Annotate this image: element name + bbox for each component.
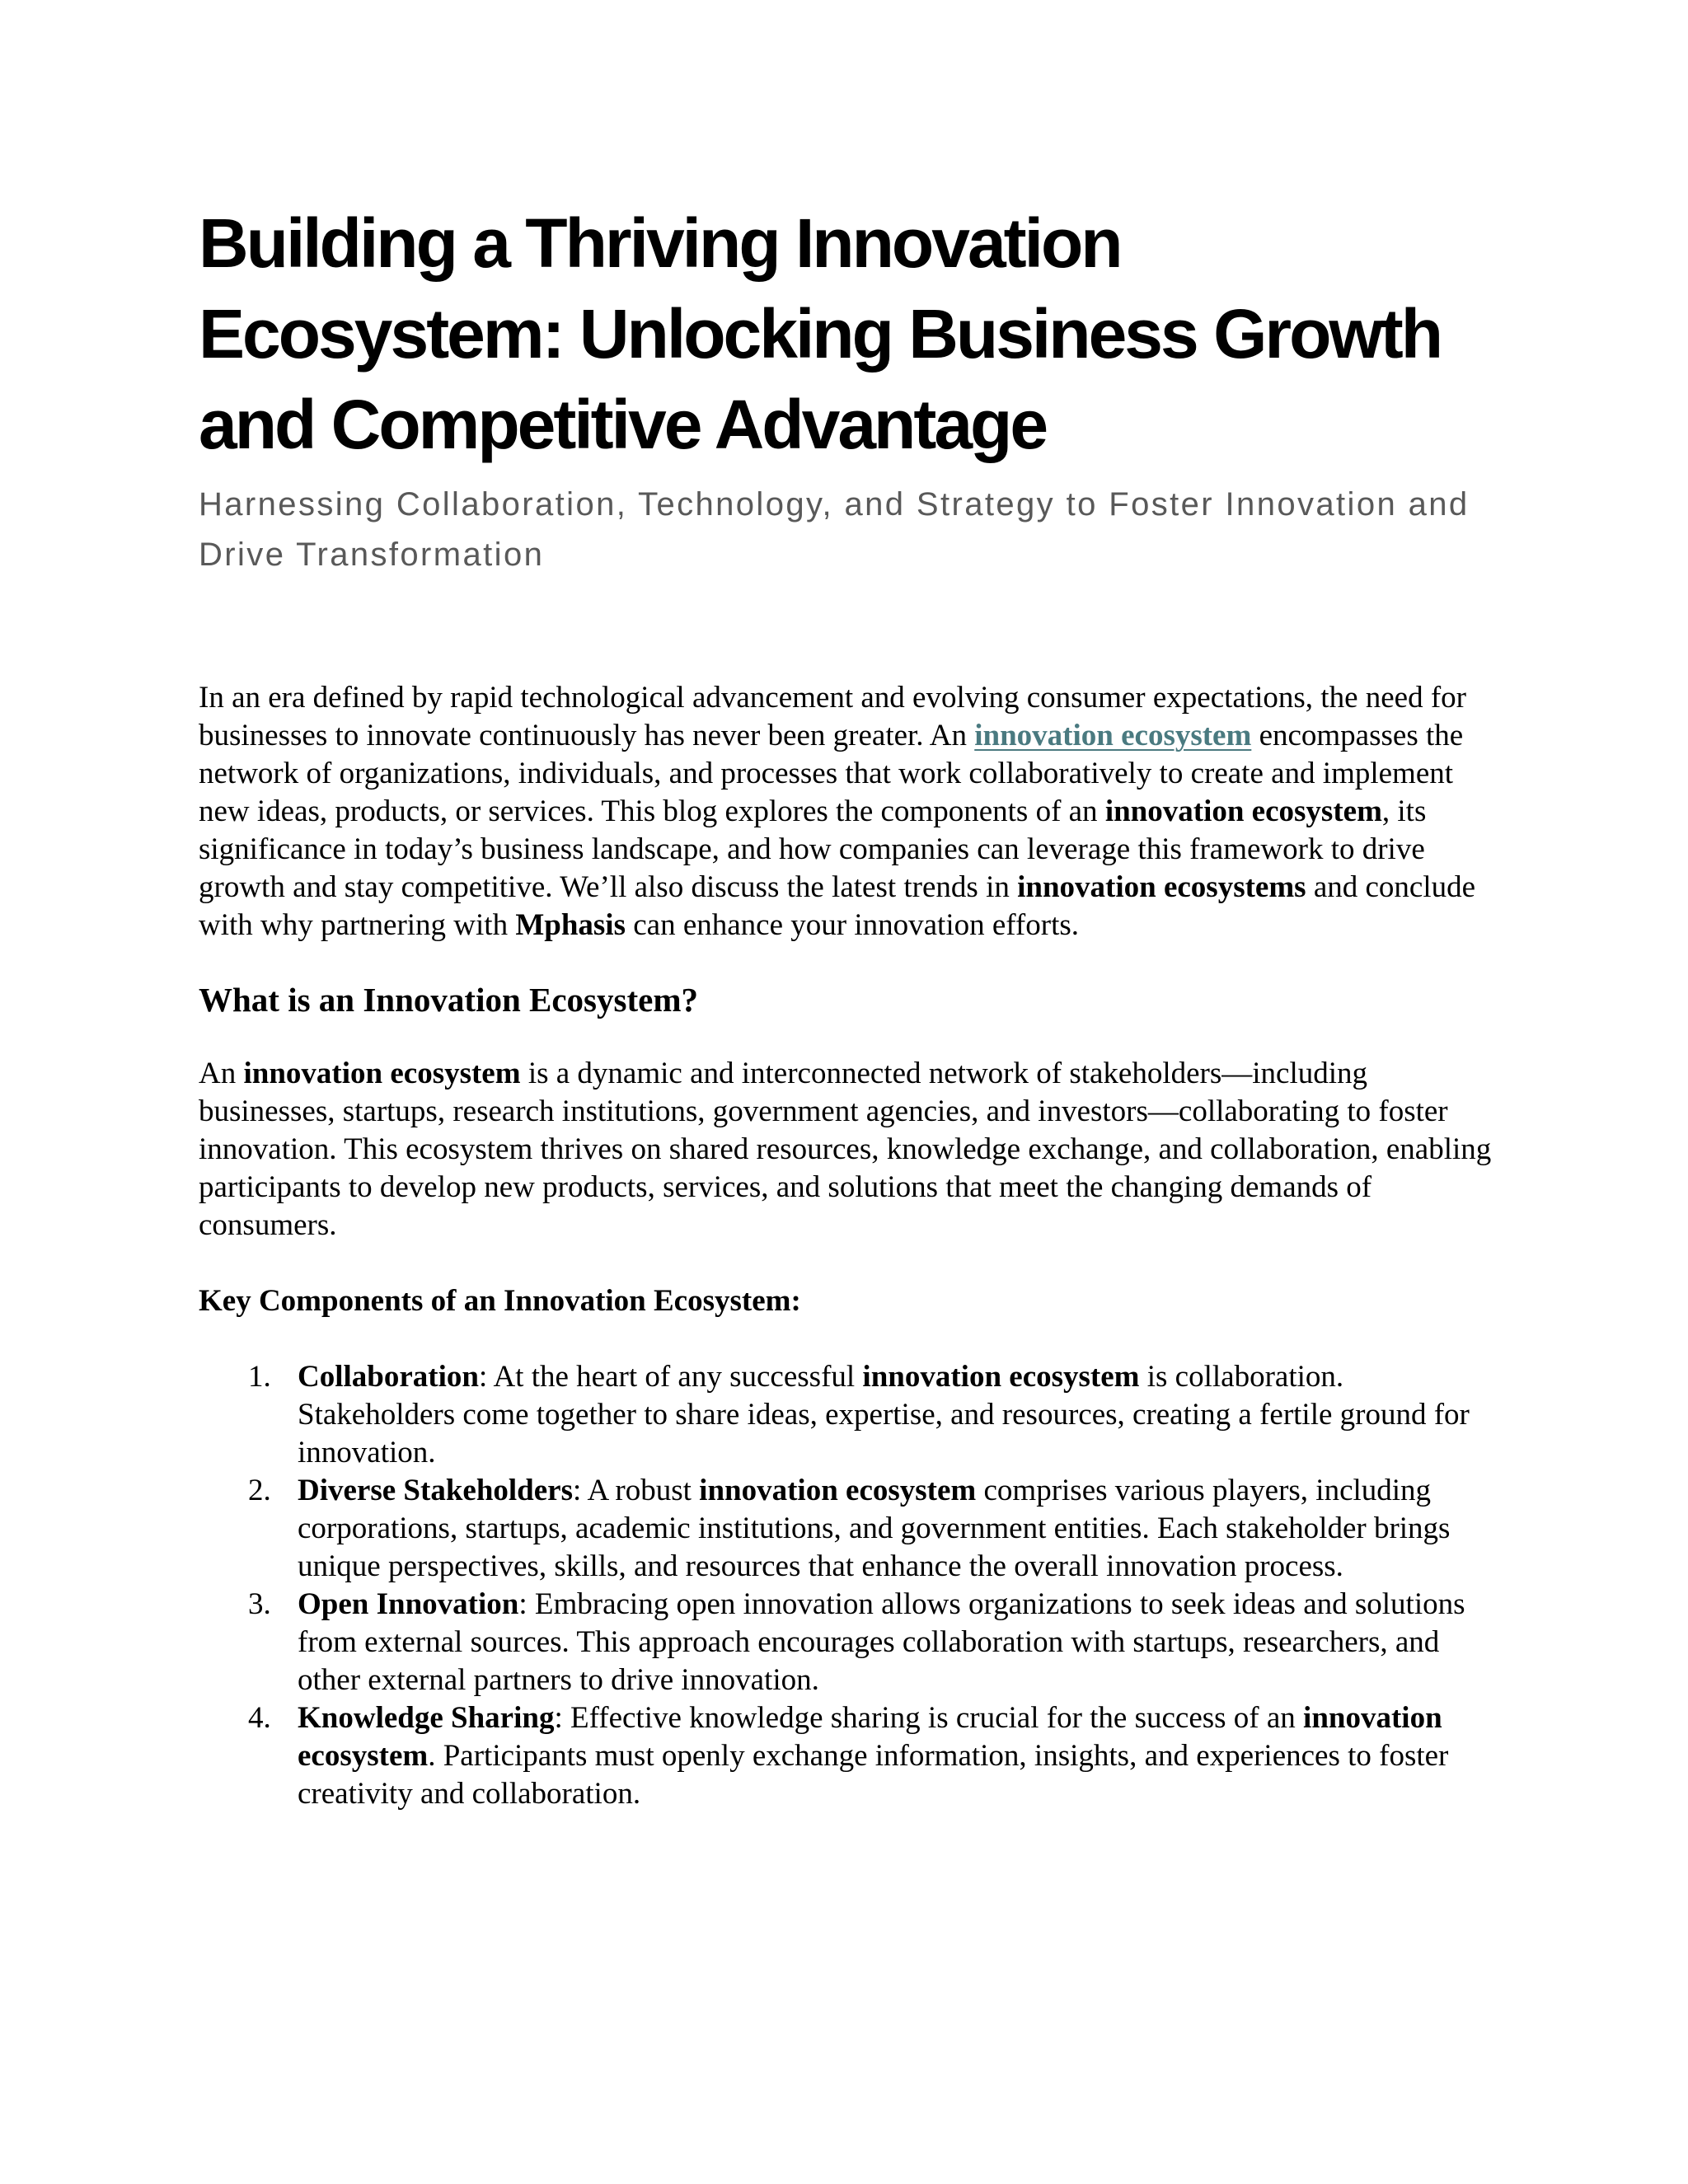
list-item-bold: innovation ecosystem bbox=[699, 1474, 977, 1507]
list-number: 4. bbox=[248, 1701, 271, 1735]
list-item-open-innovation bbox=[199, 1586, 1501, 1699]
list-item-collaboration bbox=[199, 1358, 1501, 1472]
document-content bbox=[199, 198, 1501, 1813]
definition-text-rest: is a dynamic and interconnected network of stakeholders—including businesses, startups, research institutions, government agencies, and investors—collaborating to foster innovation. This ecosystem thrives on shared resources, knowledge exchange, and collaboration, enabling participants to develop new products, services, and solutions that meet the changing demands of consumers. bbox=[199, 1057, 1492, 1242]
list-item-diverse-stakeholders bbox=[199, 1472, 1501, 1586]
intro-text-3: , its significance in today’s business landscape, and how companies can leverage this framework to drive growth and stay competitive. We’ll also discuss the latest trends in bbox=[199, 794, 1427, 904]
list-item-text: is collaboration. Stakeholders come together to share ideas, expertise, and resources, creating a fertile ground for innovation. bbox=[298, 1360, 1470, 1469]
list-item-text: : Effective knowledge sharing is crucial for the success of an bbox=[554, 1701, 1304, 1735]
list-item-bold: innovation ecosystem bbox=[298, 1701, 1442, 1773]
list-item-term: Collaboration bbox=[298, 1360, 479, 1394]
intro-bold-2: innovation ecosystems bbox=[1017, 870, 1306, 904]
intro-paragraph bbox=[199, 679, 1501, 944]
page-title: Building a Thriving Innovation Ecosystem: Unlocking Business Growth and Competitive Advantage bbox=[199, 204, 1442, 463]
definition-paragraph bbox=[199, 1055, 1501, 1244]
intro-text-2: encompasses the network of organizations, individuals, and processes that work collaboratively to create and implement new ideas, products, or services. This blog explores the components of an bbox=[199, 719, 1464, 828]
intro-text-4: and conclude with why partnering with bbox=[199, 870, 1476, 942]
list-item-text: . Participants must openly exchange information, insights, and experiences to foster creativity and collaboration. bbox=[298, 1739, 1449, 1811]
list-item-term: Open Innovation bbox=[298, 1587, 519, 1621]
section-heading-what-is: What is an Innovation Ecosystem? bbox=[199, 981, 698, 1019]
list-item-term: Diverse Stakeholders bbox=[298, 1474, 573, 1507]
list-item-text: : Embracing open innovation allows organizations to seek ideas and solutions from external sources. This approach encourages collaboration with startups, researchers, and other external partners to drive innovation. bbox=[298, 1587, 1465, 1697]
list-item-text: comprises various players, including corporations, startups, academic institutions, and government entities. Each stakeholder brings unique perspectives, skills, and resources that enhance the overall innovation process. bbox=[298, 1474, 1451, 1583]
list-number: 3. bbox=[248, 1587, 271, 1621]
intro-bold-mphasis: Mphasis bbox=[515, 908, 626, 942]
definition-bold: innovation ecosystem bbox=[243, 1057, 521, 1090]
list-item-text: : At the heart of any successful bbox=[478, 1360, 863, 1394]
intro-bold-1: innovation ecosystem bbox=[1104, 794, 1382, 828]
key-components-heading: Key Components of an Innovation Ecosystem: bbox=[199, 1284, 801, 1318]
list-number: 2. bbox=[248, 1474, 271, 1507]
list-item-term: Knowledge Sharing bbox=[298, 1701, 555, 1735]
page-subtitle: Harnessing Collaboration, Technology, and Strategy to Foster Innovation and Drive Transformation bbox=[199, 486, 1470, 573]
key-components-list bbox=[199, 1358, 1501, 1813]
intro-text-1: In an era defined by rapid technological advancement and evolving consumer expectations, the need for businesses to innovate continuously has never been greater. An bbox=[199, 681, 1466, 752]
list-item-text: : A robust bbox=[573, 1474, 700, 1507]
intro-text-5: can enhance your innovation efforts. bbox=[625, 908, 1079, 942]
innovation-ecosystem-link[interactable]: innovation ecosystem bbox=[974, 719, 1252, 752]
list-item-knowledge-sharing bbox=[199, 1699, 1501, 1813]
list-item-bold: innovation ecosystem bbox=[862, 1360, 1140, 1394]
list-number: 1. bbox=[248, 1360, 271, 1394]
definition-text-start: An bbox=[199, 1057, 244, 1090]
